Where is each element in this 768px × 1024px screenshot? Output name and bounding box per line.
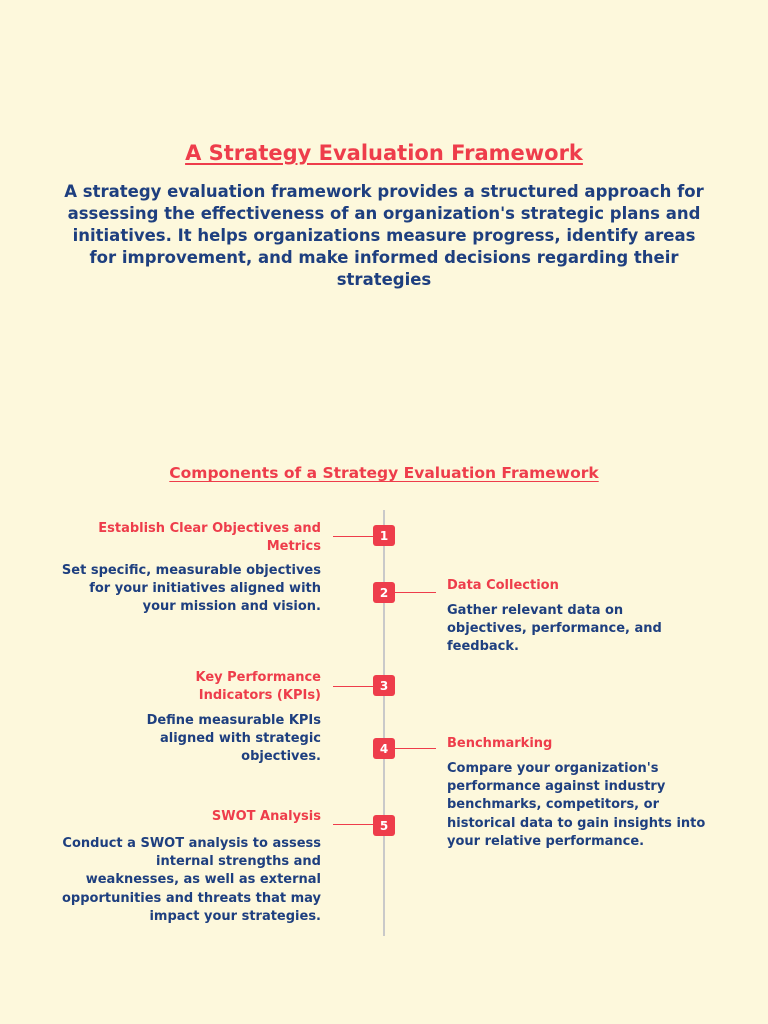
components-title: Components of a Strategy Evaluation Framework <box>169 464 599 482</box>
connector-4 <box>395 748 436 749</box>
step-badge-4: 4 <box>373 738 395 759</box>
intro-paragraph: A strategy evaluation framework provides a structured approach for assessing the effectiveness of an organization's strategic plans and initiatives. It helps organizations measure progress, identify areas for improvement, and make informed decisions regarding their strategies <box>64 182 704 289</box>
step-title-1: Establish Clear Objectives and Metrics <box>98 521 321 554</box>
step-desc-2: Gather relevant data on objectives, performance, and feedback. <box>447 603 662 655</box>
step-desc-1: Set specific, measurable objectives for your initiatives aligned with your mission and vision. <box>61 563 321 615</box>
step-desc-3: Define measurable KPIs aligned with strategic objectives. <box>146 713 321 765</box>
step-title-3: Key Performance Indicators (KPIs) <box>195 670 321 703</box>
connector-5 <box>333 824 373 825</box>
step-badge-2: 2 <box>373 582 395 603</box>
timeline-line <box>383 510 385 936</box>
step-badge-5: 5 <box>373 815 395 836</box>
step-badge-3: 3 <box>373 675 395 696</box>
page-title: A Strategy Evaluation Framework <box>185 141 583 165</box>
connector-3 <box>333 686 373 687</box>
step-title-4: Benchmarking <box>447 736 553 751</box>
connector-1 <box>333 536 373 537</box>
connector-2 <box>395 592 436 593</box>
step-badge-1: 1 <box>373 525 395 546</box>
step-title-2: Data Collection <box>447 578 559 593</box>
step-desc-4: Compare your organization's performance against industry benchmarks, competitors, or historical data to gain insights into your relative performance. <box>447 761 706 849</box>
step-title-5: SWOT Analysis <box>211 809 321 824</box>
step-desc-5: Conduct a SWOT analysis to assess internal strengths and weaknesses, as well as external opportunities and threats that may impact your strategies. <box>62 836 321 924</box>
